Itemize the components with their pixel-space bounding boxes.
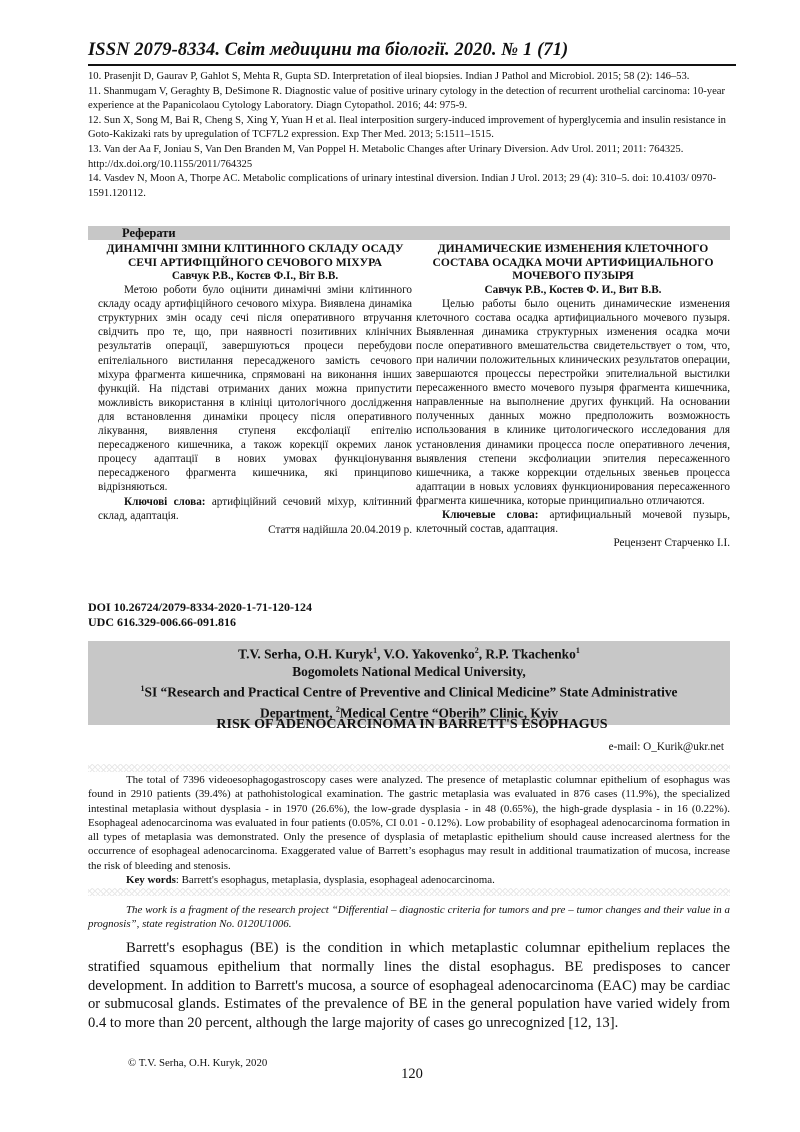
received-date: Стаття надійшла 20.04.2019 р. <box>268 523 412 536</box>
copyright-notice: © T.V. Serha, O.H. Kuryk, 2020 <box>128 1057 268 1069</box>
keywords-label: Ключевые слова: <box>442 509 539 521</box>
reviewer-note: Рецензент Старченко І.І. <box>613 537 730 550</box>
reference-item: 14. Vasdev N, Moon A, Thorpe AC. Metabolic complications of urinary intestinal diversion. Indian J Urol. 2013; 29 (4): 310–5. doi: 10.4103/ 0970-1591.120112. <box>88 173 717 199</box>
summary-authors: Савчук Р.В., Костєв Ф.І., Віт В.В. <box>171 270 339 282</box>
research-project-note: The work is a fragment of the research project “Differential – diagnostic criteria for tumors and pre – tumor changes and their value in a prognosis”, state registration No. 0120U1006. <box>88 904 730 931</box>
summary-russian <box>416 242 730 550</box>
author-list: T.V. Serha, O.H. Kuryk$^1$, V.O. Yakovenko$^2$, R.P. Tkachenko$^1$ <box>238 646 580 662</box>
summary-abstract: Метою роботи було оцінити динамічні зміни клітинного складу осаду артифіційного сечового міхура. Виявлена динаміка структурних змін осаду сечі після оперативного втручання свідчить про те, що, при наявності позитивних клінічних результатів операції, завершуються процеси перебудови епітеліального вистилання пересадженого замість сечового міхура фрагмента кишечника, спрямовані на виконання інших функцій. На підставі отриманих даних можна припустити можливість використання в клініці цитологічного дослідження для встановлення динаміки процесу після оперативного лікування, виявлення ступеня ексфоліації епітелію пересадженого кишечника, а також корекції окремих ланок процесу адаптації в нових умовах функціонування пересадженого фрагмента кишечника, які принципово відрізняються. <box>98 284 412 494</box>
summary-title: ДИНАМІЧНІ ЗМІНИ КЛІТИННОГО СКЛАДУ ОСАДУ СЕЧІ АРТИФІЦІЙНОГО СЕЧОВОГО МІХУРА <box>106 242 404 269</box>
keywords-text: артифіційний сечовий міхур, клітинний склад, адаптація. <box>98 495 412 522</box>
article-title: RISK OF ADENOCARCINOMA IN BARRETT'S ESOPHAGUS <box>216 717 608 732</box>
summary-abstract: Целью работы было оценить динамические изменения клеточного состава осадка артифициального мочевого пузыря. Выявленная динамика структурных изменения осадка мочи после оперативного вмешательства свидетельствует о том, что, при наличии положительных клинических результатов операции, завершаются процессы перестройки эпителиальной выстилки пересаженного вместо мочевого пузыря фрагмента кишечника, направленные на выполнение других функций. На основании полученных данных можно предположить возможность использования в клинике цитологического исследования для установления динамики процесса после оперативного лечения, выявления степени эксфолиации эпителия пересаженного кишечника, а также коррекции отдельных звеньев процесса адаптации в новых условиях функционирования пересаженного фрагмента кишечника, которые принципиально отличаются. <box>416 297 730 507</box>
running-header: ISSN 2079-8334. Світ медицини та біології. 2020. № 1 (71) <box>88 40 736 66</box>
summary-ukrainian <box>98 242 412 537</box>
summaries-header: Реферати <box>88 226 730 240</box>
abstract-text: The total of 7396 videoesophagogastroscopy cases were analyzed. The presence of metaplastic columnar epithelium of esophagus was found in 2910 patients (39.4%) at pathohistological examination. The gastric metaplasia was evaluated in 876 cases (11.9%), the specialized intestinal metaplasia without dysplasia - in 1970 (26.6%), the low-grade dysplasia - in 48 (0.65%), the high-grade dysplasia - in 16 (0.22%). Esophageal adenocarcinoma was evaluated in four patients (0.05%, CI 0.01 - 0.12%). Low probability of esophageal adenocarcinoma formation in all types of metaplasia was demonstrated. Only the presence of dysplasia of metaplastic epithelium should cause increased alertness for the occurrence of esophageal adenocarcinoma. Exaggerated value of Barrett’s esophagus may result in additional traumatization of mucosa, increase the risk of bleeding and stenosis. <box>88 774 730 872</box>
udc-line: UDC 616.329-006.66-091.816 <box>88 615 236 629</box>
page-number: 120 <box>401 1066 423 1082</box>
keywords-text: : Barrett's esophagus, metaplasia, dysplasia, esophageal adenocarcinoma. <box>175 874 495 887</box>
decorative-divider <box>88 764 730 772</box>
article-identifiers <box>88 600 312 630</box>
affiliation-line: Bogomolets National Medical University, <box>292 663 526 679</box>
summary-keywords <box>98 495 412 523</box>
affiliation-line: $^1$SI “Research and Practical Centre of Preventive and Clinical Medicine” State Administrative <box>140 684 678 700</box>
keywords-label: Ключові слова: <box>124 495 206 508</box>
keywords-label: Key words <box>126 874 176 887</box>
summary-authors: Савчук Р.В., Костев Ф. И., Вит В.В. <box>484 283 662 296</box>
summary-title: ДИНАМИЧЕСКИЕ ИЗМЕНЕНИЯ КЛЕТОЧНОГО СОСТАВА ОСАДКА МОЧИ АРТИФИЦИАЛЬНОГО МОЧЕВОГО ПУЗЫРЯ <box>432 242 714 282</box>
keywords-text: артифициальный мочевой пузырь, клеточный состав, адаптация. <box>416 509 731 536</box>
doi-line: DOI 10.26724/2079-8334-2020-1-71-120-124 <box>88 600 312 614</box>
body-paragraph: Barrett's esophagus (BE) is the condition in which metaplastic columnar epithelium replaces the stratified squamous epithelium that normally lines the distal esophagus. BE predisposes to cancer development. In addition to Barrett's mucosa, a source of esophageal adenocarcinoma (EAC) may be cardiac or submucosal glands. Estimates of the prevalence of BE in the general population have varied widely from 0.4 to more than 20 percent, although the large majority of cases go unrecognized [12, 13]. <box>88 940 730 1032</box>
english-abstract <box>88 773 730 887</box>
reference-item: 10. Prasenjit D, Gaurav P, Gahlot S, Mehta R, Gupta SD. Interpretation of ileal biopsies. Indian J Pathol and Microbiol. 2015; 58 (2): 146–53. <box>88 71 690 82</box>
decorative-divider <box>88 888 730 896</box>
article-body <box>88 939 730 1033</box>
affiliation-line: Department, $^2$Medical Centre “Oberih” Clinic, Kyiv <box>260 705 558 721</box>
reference-item: 12. Sun X, Song M, Bai R, Cheng S, Xing Y, Yuan H et al. Ileal interposition surgery-induced improvement of hyperglycemia and insulin resistance in Goto-Kakizaki rats by upregulation of TCF7L2 expression. Exp Ther Med. 2013; 5:1511–1515. <box>88 114 726 141</box>
contact-email: e-mail: O_Kurik@ukr.net <box>608 741 724 753</box>
reference-item: 13. Van der Aa F, Joniau S, Van Den Branden M, Van Poppel H. Metabolic Changes after Urinary Diversion. Adv Urol. 2011; 2011: 764325. http://dx.doi.org/10.1155/2011/764325 <box>88 143 684 170</box>
abstract-keywords <box>88 873 730 887</box>
authors-affiliations-box <box>88 641 730 725</box>
reference-item: 11. Shanmugam V, Geraghty B, DeSimone R. Diagnostic value of positive urinary cytology in the detection of recurrent urothelial carcinoma: 10-year experience at the Papanicolaou Cytology Laboratory. Diagn Cytopathol. 2016; 44: 975-9. <box>88 85 726 112</box>
summary-keywords <box>416 508 730 536</box>
reference-list <box>88 70 736 201</box>
